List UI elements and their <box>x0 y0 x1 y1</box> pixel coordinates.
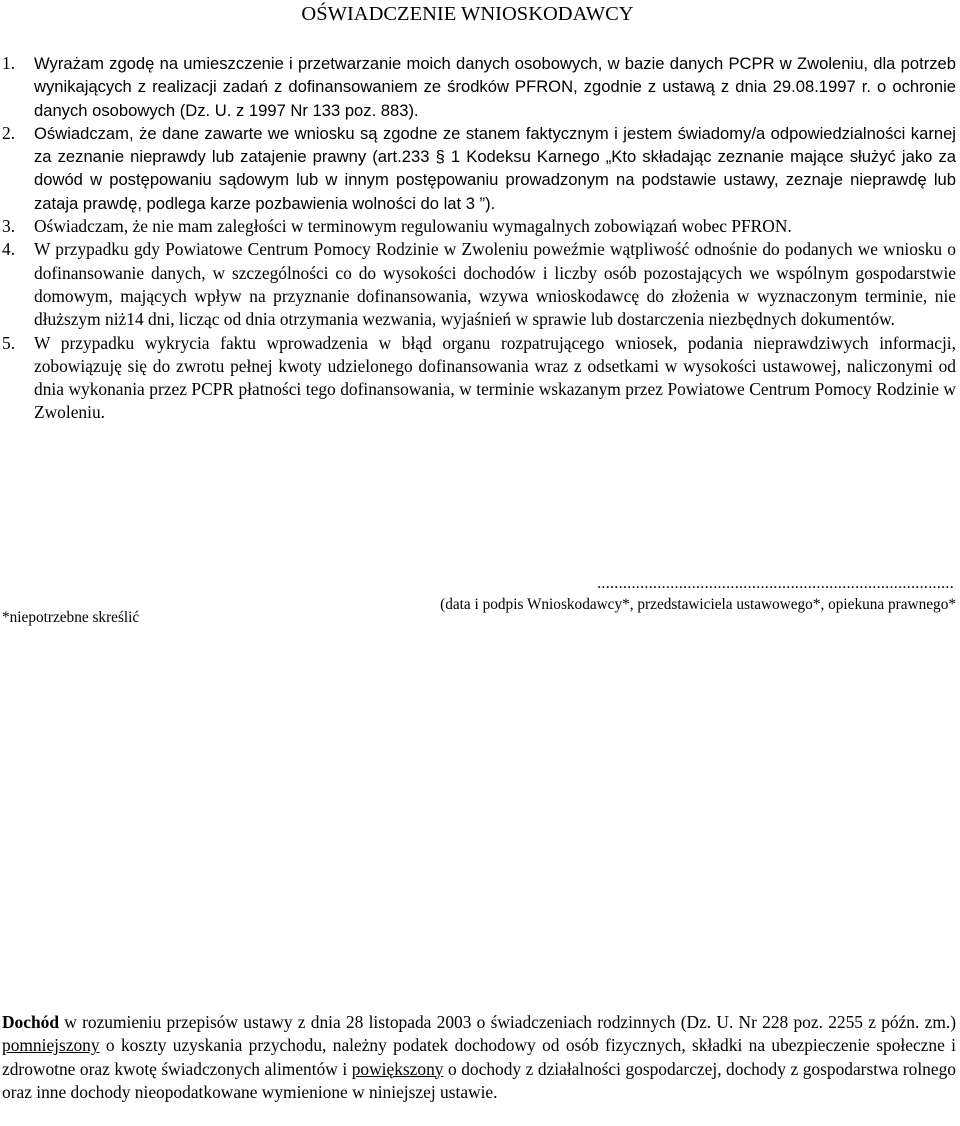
item-text: Oświadczam, że nie mam zaległości w terminowym regulowaniu wymagalnych zobowiązań wobec PFRON. <box>34 216 792 237</box>
item-number: 2. <box>2 122 16 143</box>
item-number: 5. <box>2 332 16 353</box>
income-text: w rozumieniu przepisów ustawy z dnia 28 listopada 2003 o świadczeniach rodzinnych (Dz. U. Nr 228 poz. 2255 z późn. zm.) <box>59 1012 956 1032</box>
income-underlined-term: powiększony <box>351 1058 444 1079</box>
income-underlined-term: pomniejszony <box>2 1035 100 1056</box>
item-text-part: Oświadczam, że dane zawarte we wniosku są zgodne ze stanem faktycznym i jestem świadomy/a odpowiedzialności karnej za zeznanie nieprawdy lub zatajenie prawny (art.233 <box>34 123 956 167</box>
item-text: W przypadku wykrycia faktu wprowadzenia w błąd organu rozpatrującego wniosek, podania nieprawdziwych informacji, zobowiązuję się do zwrotu pełnej kwoty udzielonego dofinansowania wraz z odsetkami w wysokości ustawowej, naliczonymi od dnia wykonania przez PCPR płatności tego dofinansowania, w terminie wskazanym przez Powiatowe Centrum Pomocy Rodzinie w Zwoleniu. <box>34 332 956 423</box>
section-symbol: § <box>435 147 445 167</box>
income-term: Dochód <box>2 1012 60 1032</box>
footnote: *niepotrzebne skreślić <box>2 609 140 626</box>
signature-line: ................................................................................... <box>597 575 954 592</box>
declaration-item-5 <box>2 332 956 425</box>
item-text <box>34 124 956 213</box>
item-number: 3. <box>2 216 16 237</box>
item-number: 4. <box>2 239 16 260</box>
declaration-item-4 <box>2 238 956 331</box>
declaration-item-1 <box>2 52 956 122</box>
income-text: o koszty uzyskania przychodu, należny podatek dochodowy od osób fizycznych, składki na ubezpieczenie społeczne i zdrowotne oraz kwotę świadczonych alimentów i <box>2 1035 956 1079</box>
item-number: 1. <box>2 53 16 73</box>
item-text-part: 1 Kodeksu Karnego „Kto składając zeznanie mające służyć jako za dowód w postępowaniu sądowym lub w innym postępowaniu prowadzonym na podstawie ustawy, zeznaje nieprawdę lub zataja prawdę, podlega karze pozbawienia wolności do lat 3 ”). <box>34 147 956 213</box>
item-text: Wyrażam zgodę na umieszczenie i przetwarzanie moich danych osobowych, w bazie danych PCPR w Zwoleniu, dla potrzeb wynikających z realizacji zadań z dofinansowaniem ze środków PFRON, zgodnie z ustawą z dnia 29.08.1997 r. o ochronie danych osobowych (Dz. U. z 1997 Nr 133 poz. 883). <box>34 54 956 120</box>
declaration-item-2 <box>2 122 956 215</box>
signature-caption: (data i podpis Wnioskodawcy*, przedstawiciela ustawowego*, opiekuna prawnego* <box>440 596 956 613</box>
item-text: W przypadku gdy Powiatowe Centrum Pomocy Rodzinie w Zwoleniu poweźmie wątpliwość odnośnie do podanych we wniosku o dofinansowanie danych, w szczególności co do wysokości dochodów i liczby osób pozostających we wspólnym gospodarstwie domowym, mających wpływ na przyznanie dofinansowania, wzywa wnioskodawcę do złożenia w wyznaczonym terminie, nie dłuższym niż14 dni, licząc od dnia otrzymania wezwania, wyjaśnień w sprawie lub dostarczenia niezbędnych dokumentów. <box>34 239 956 330</box>
document-title: OŚWIADCZENIE WNIOSKODAWCY <box>301 3 634 25</box>
income-text: o dochody z działalności gospodarczej, dochody z gospodarstwa rolnego oraz inne dochody nieopodatkowane wymienione w niniejszej ustawie. <box>2 1058 956 1102</box>
income-definition <box>2 1011 956 1104</box>
declaration-list <box>2 52 956 425</box>
declaration-item-3 <box>2 215 956 238</box>
